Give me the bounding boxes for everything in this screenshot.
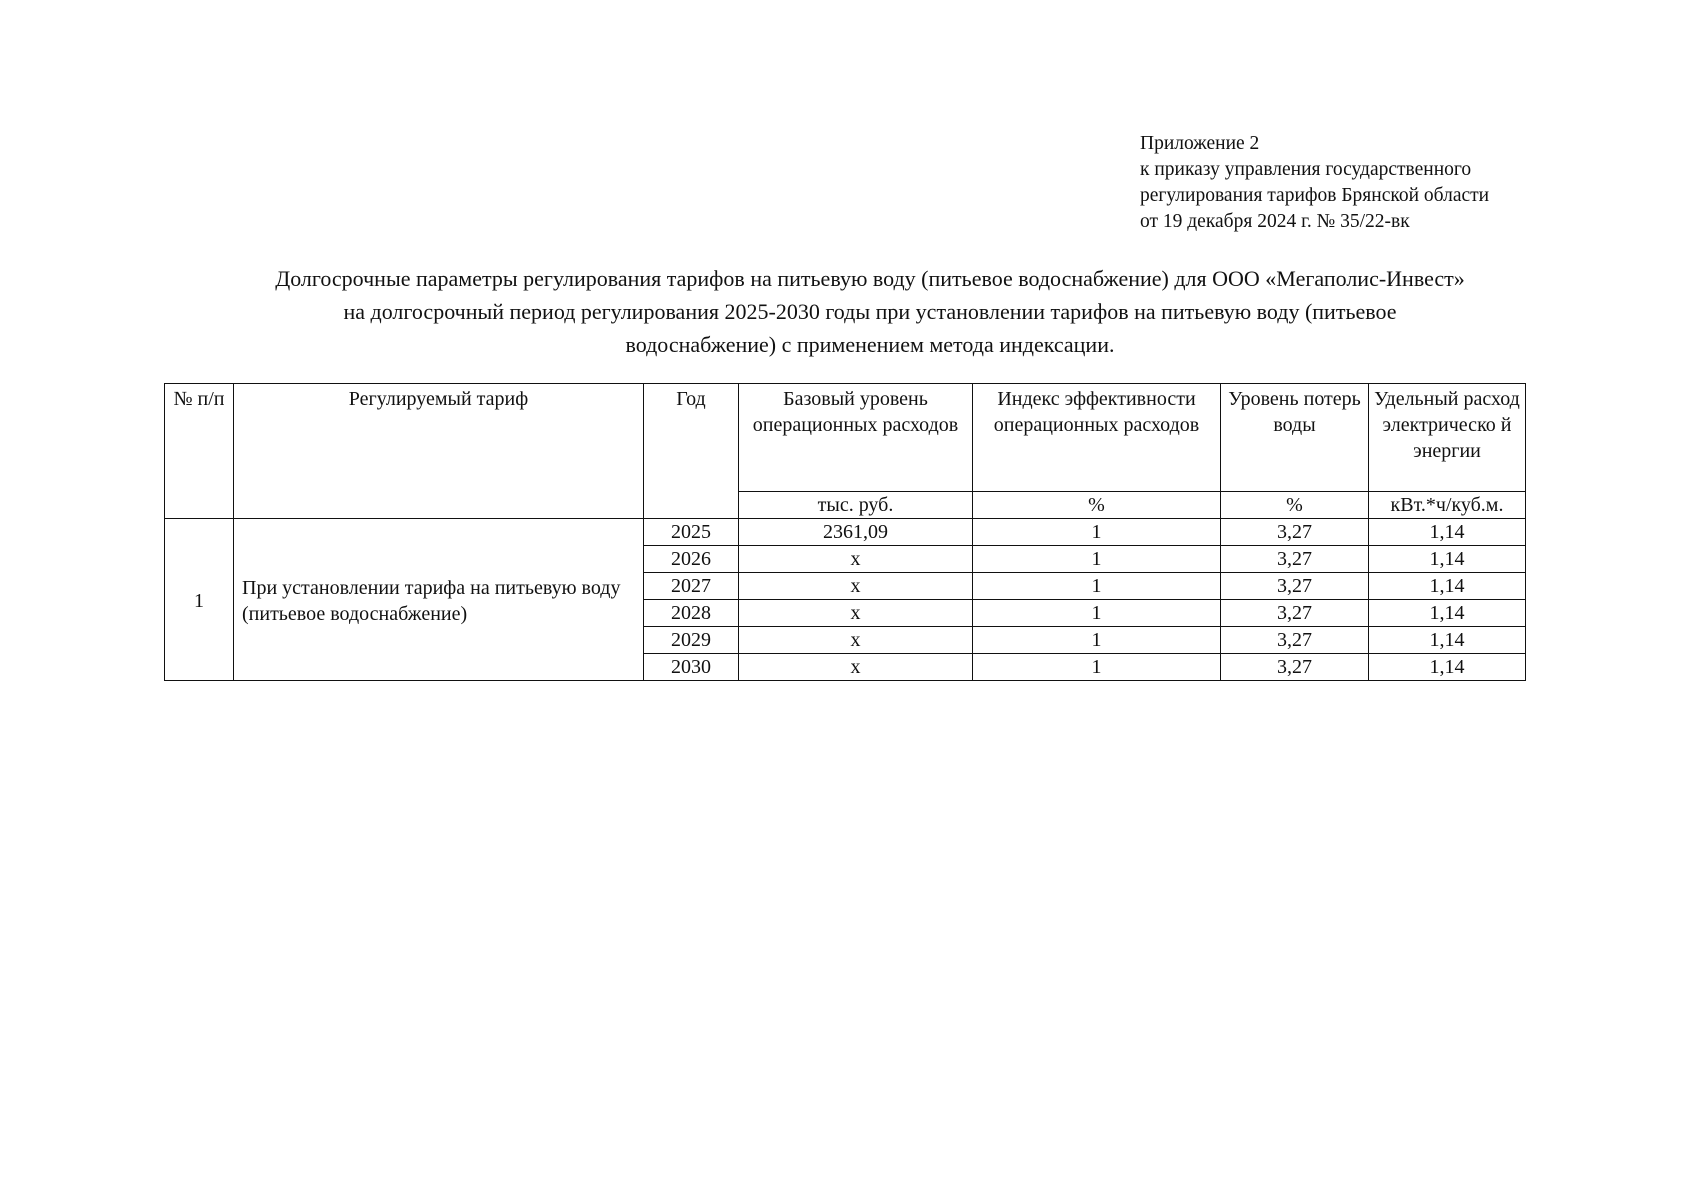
- cell-energy: 1,14: [1369, 519, 1526, 546]
- annex-line: к приказу управления государственного: [1140, 159, 1472, 180]
- header-efficiency: Индекс эффективности операционных расходов: [973, 384, 1221, 492]
- parameters-table: [164, 383, 1526, 681]
- cell-losses: 3,27: [1221, 573, 1369, 600]
- cell-efficiency: 1: [973, 573, 1221, 600]
- cell-losses: 3,27: [1221, 600, 1369, 627]
- cell-energy: 1,14: [1369, 600, 1526, 627]
- document-title: [120, 262, 1620, 361]
- cell-efficiency: 1: [973, 519, 1221, 546]
- title-line: на долгосрочный период регулирования 2025-2030 годы при установлении тарифов на питьевую воду (питьевое: [343, 299, 1397, 324]
- header-row: [165, 384, 1526, 492]
- cell-energy: 1,14: [1369, 546, 1526, 573]
- cell-energy: 1,14: [1369, 627, 1526, 654]
- annex-line: от 19 декабря 2024 г. № 35/22-вк: [1140, 211, 1410, 232]
- header-losses: Уровень потерь воды: [1221, 384, 1369, 492]
- unit-efficiency: %: [973, 492, 1221, 519]
- tariff-name: При установлении тарифа на питьевую воду (питьевое водоснабжение): [234, 519, 644, 681]
- unit-losses: %: [1221, 492, 1369, 519]
- table-row: [165, 519, 1526, 546]
- cell-base-opex: х: [739, 546, 973, 573]
- cell-base-opex: х: [739, 600, 973, 627]
- header-year: Год: [644, 384, 739, 519]
- cell-base-opex: х: [739, 627, 973, 654]
- cell-losses: 3,27: [1221, 627, 1369, 654]
- cell-year: 2030: [644, 654, 739, 681]
- cell-energy: 1,14: [1369, 654, 1526, 681]
- cell-year: 2025: [644, 519, 739, 546]
- cell-efficiency: 1: [973, 546, 1221, 573]
- cell-base-opex: х: [739, 654, 973, 681]
- cell-efficiency: 1: [973, 654, 1221, 681]
- unit-energy: кВт.*ч/куб.м.: [1369, 492, 1526, 519]
- title-line: Долгосрочные параметры регулирования тарифов на питьевую воду (питьевое водоснабжение) для ООО «Мегаполис-Инвест»: [275, 266, 1465, 291]
- cell-base-opex: х: [739, 573, 973, 600]
- cell-base-opex: 2361,09: [739, 519, 973, 546]
- annex-line: Приложение 2: [1140, 133, 1260, 154]
- cell-losses: 3,27: [1221, 519, 1369, 546]
- header-base-opex: Базовый уровень операционных расходов: [739, 384, 973, 492]
- annex-line: регулирования тарифов Брянской области: [1140, 185, 1490, 206]
- header-energy: Удельный расход электрическо й энергии: [1369, 384, 1526, 492]
- row-number: 1: [165, 519, 234, 681]
- cell-efficiency: 1: [973, 600, 1221, 627]
- cell-energy: 1,14: [1369, 573, 1526, 600]
- cell-efficiency: 1: [973, 627, 1221, 654]
- cell-losses: 3,27: [1221, 654, 1369, 681]
- unit-base-opex: тыс. руб.: [739, 492, 973, 519]
- cell-year: 2027: [644, 573, 739, 600]
- header-num: № п/п: [165, 384, 234, 519]
- header-tariff: Регулируемый тариф: [234, 384, 644, 519]
- cell-year: 2026: [644, 546, 739, 573]
- title-line: водоснабжение) с применением метода индексации.: [625, 332, 1115, 357]
- cell-year: 2029: [644, 627, 739, 654]
- cell-losses: 3,27: [1221, 546, 1369, 573]
- cell-year: 2028: [644, 600, 739, 627]
- annex-block: [1140, 131, 1489, 235]
